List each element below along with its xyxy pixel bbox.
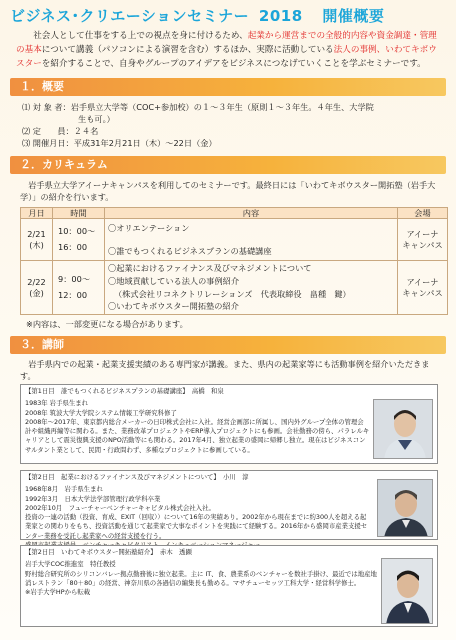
bio-line: 岩手大学COC推進室 特任教授	[25, 560, 116, 569]
col-content: 内容	[105, 208, 398, 219]
lecturer-card	[20, 545, 438, 627]
schedule-table	[20, 207, 448, 315]
schedule-header-row	[21, 208, 448, 219]
intro-text-2: について講義（パソコンによる演習を含む）するほか、実際に活動している	[41, 45, 334, 55]
overview-list	[22, 101, 436, 150]
lecturer-photo	[373, 399, 433, 459]
day-of-week: (金)	[29, 287, 44, 298]
intro-highlight-1: 起業から運営までの全般的内容や資金調達・管理の基本	[16, 31, 437, 55]
venue-line: キャンパス	[402, 239, 443, 250]
lecturer-bio	[25, 399, 370, 455]
curriculum-intro: 岩手県立大学アイーナキャンパスを利用してのセミナーです。最終日には「いわてキボウスター開拓塾（岩手大学）」の紹介を行います。	[20, 179, 436, 202]
content-item: （株式会社リコネクトリレーションズ 代表取締役 畠種 鍵）	[114, 288, 351, 299]
venue-line: キャンパス	[402, 287, 443, 298]
col-time: 時間	[53, 208, 105, 219]
overview-date: ⑶ 開催月日：平成31年2月21日（木）～22日（金）	[22, 138, 217, 149]
bio-line: 1983年 岩手県生まれ	[25, 399, 89, 408]
lecturer-card	[20, 470, 438, 540]
title-kaisai: 開催概要	[322, 7, 385, 25]
overview-target-cont: 生も可。）	[78, 113, 115, 124]
end-time: 16：00	[58, 241, 88, 252]
intro-paragraph	[16, 30, 440, 71]
overview-capacity: ⑵ 定 員：２４名	[22, 126, 99, 137]
date-value: 2/22	[27, 276, 46, 287]
row-venue	[398, 219, 448, 261]
venue-line: アイーナ	[406, 276, 439, 287]
lecturer-bio	[25, 560, 377, 597]
lecturer-bio	[25, 485, 370, 550]
bio-line: 1992年3月 日本大学法学部管理行政学科卒業	[25, 494, 161, 503]
content-item: 〇地域貢献している法人の事例紹介	[108, 275, 240, 286]
row-content	[105, 219, 398, 261]
page-title	[10, 6, 446, 26]
table-row	[21, 261, 448, 315]
lecturer-photo	[381, 558, 433, 624]
start-time: 10：00～	[58, 226, 96, 237]
row-date	[21, 219, 53, 261]
content-item: 〇いわてキボウスター開拓塾の紹介	[108, 301, 239, 312]
table-row	[21, 219, 448, 261]
curriculum-note: ※内容は、一部変更になる場合があります。	[26, 319, 188, 330]
start-time: 9：00～	[58, 274, 91, 285]
bio-line: 投資の一連の活動（投資、育成、EXIT（回収））について16年の実績あり。2002年から現在までに約300人を超える起業家との関わりをもち、投資活動を通じて起業家で大事なポイントを実践にて経験する。2016年から盛岡市産業支援センター業務を受託し起業家への経営支援を行う。	[25, 513, 368, 540]
row-venue	[398, 261, 448, 315]
end-time: 12：00	[58, 289, 88, 300]
bio-line: 野村総合研究所のシリコンバレー拠点勤務後に独立起業。主に IT、食、農業系のベンチャーを数社手掛け、最近では地産地消レストラン「80＋80」の経営、神奈川県の各過信の編集長も勤める。マサチューセッツ工科大学・経営科学修士。	[25, 569, 377, 587]
intro-text-3: を紹介することで、自身やグループのアイデアをビジネスにつなげていくことを学ぶセミナーです。	[41, 58, 426, 69]
content-item: 〇オリエンテーション	[108, 223, 190, 234]
lecturers-intro: 岩手県内での起業・起業支援実績のある専門家が講義。また、県内の起業家等にも活動事例を紹介いただきます。	[20, 359, 430, 382]
bio-line: ※岩手大学HPから転載	[25, 588, 91, 597]
lecturer-heading: 【第2日目 いわてキボウスター開拓塾紹介】 赤木 透顕	[25, 548, 192, 556]
intro-highlight-2: 法人の事例、いわてキボウスター	[16, 45, 437, 69]
title-main: ビジネス･クリエーションセミナー	[10, 7, 250, 25]
title-year: 2018	[258, 7, 303, 25]
intro-text-1: 社会人として仕事をする上での視点を身に付けるため、	[33, 31, 248, 42]
col-date: 月日	[21, 208, 53, 219]
bio-line: 2008年～2017年、東京都内総合メーカーの日印株式会社に入社。経営企画部に所属し、国内外グループ全体の管理会計や組織再編等に関わる。また、業務改革プロジェクトやERP導入プロジェクトにも参画。会社勤務の傍ら、パラレルキャリアとして震災復興支援のNPO活動等にも関わる。2017年4月、独立起業の盛岡に帰郷し独立。現在はビジネスコンサルタント業として、民間・行政問わず、多種なプロジェクトに参画している。	[25, 417, 370, 454]
section-curriculum-header: ２．カリキュラム	[10, 156, 446, 174]
lecturer-heading: 【第1日目 誰でもつくれるビジネスプランの基礎講座】 高橋 和泉	[25, 387, 224, 395]
section-lecturers-header: ３．講師	[10, 336, 446, 354]
venue-line: アイーナ	[406, 228, 439, 239]
row-time	[53, 261, 105, 315]
overview-target: ⑴ 対 象 者：岩手県立大学等（COC+参加校）の１～３年生（原則１～３年生。４年生、大学院	[22, 101, 374, 112]
content-item: 〇起業におけるファイナンス及びマネジメントについて	[108, 263, 312, 274]
content-item: 〇誰でもつくれるビジネスプランの基礎講座	[108, 245, 272, 256]
bio-line: 2002年10月 フューチャーベンチャーキャピタル株式会社入社。	[25, 503, 215, 512]
date-value: 2/21	[27, 228, 46, 239]
row-content	[105, 261, 398, 315]
row-time	[53, 219, 105, 261]
row-date	[21, 261, 53, 315]
content-item	[108, 235, 394, 245]
section-overview-header: １．概要	[10, 78, 446, 96]
bio-line: 2008年 筑波大学大学院システム情報工学研究科修了	[25, 408, 177, 417]
col-venue: 会場	[398, 208, 448, 219]
lecturer-photo	[377, 479, 433, 537]
bio-line: 1968年8月 岩手県生まれ	[25, 485, 103, 494]
lecturer-heading: 【第2日目 起業におけるファイナンス及びマネジメントについて】 小川 淳	[25, 473, 249, 481]
day-of-week: (木)	[29, 239, 44, 250]
lecturer-card	[20, 384, 438, 464]
